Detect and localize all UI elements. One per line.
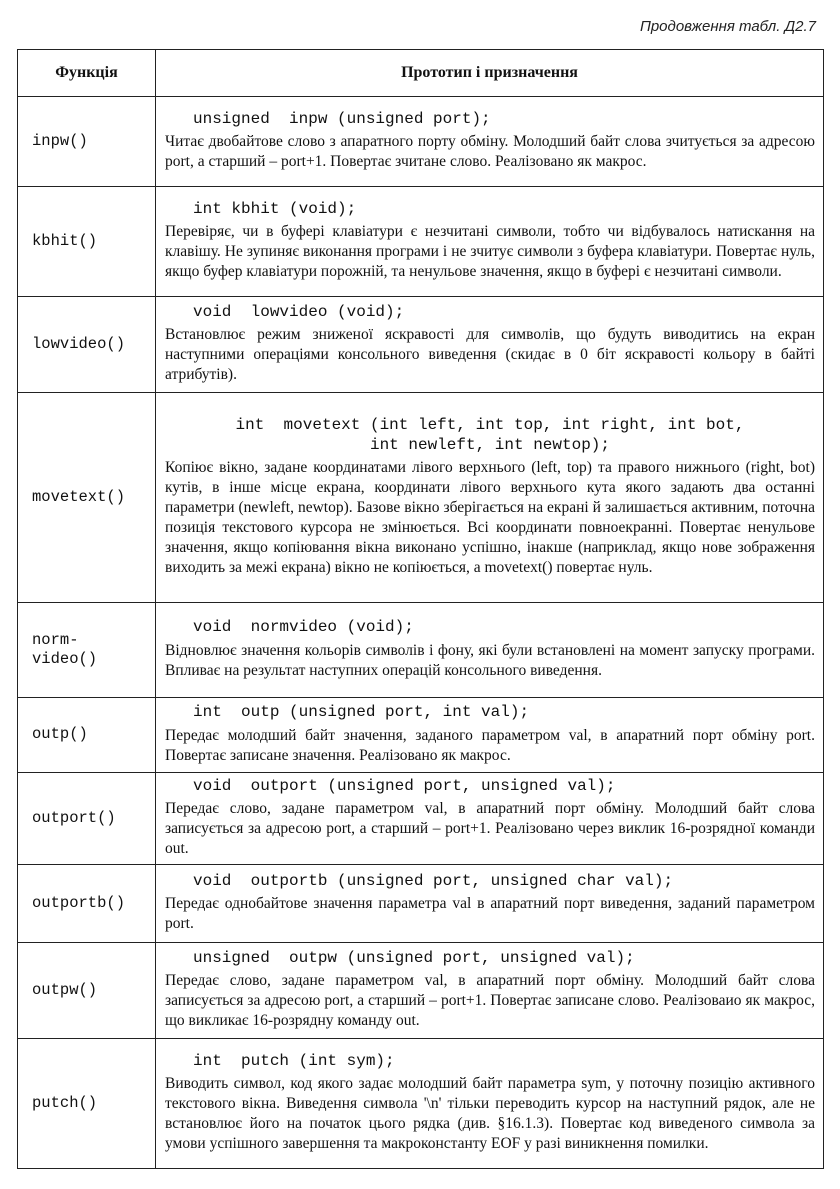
table-row: [18, 97, 824, 187]
function-description: Встановлює режим зниженої яскравості для символів, що будуть виводитись на екран наступними операціями консольного виведення (скидає в 0 біт яскравості кольору в байті атрибутів).: [165, 326, 815, 384]
function-name: movetext(): [18, 393, 156, 603]
function-description: Передає слово, задане параметром val, в апаратний порт обміну. Молодший байт слова записується за адресою port, а старший – port+1. Реалізовано через виклик 16-розрядної команди out.: [165, 800, 815, 858]
function-description-cell: [156, 297, 824, 393]
function-name: outpw(): [18, 943, 156, 1039]
function-name: putch(): [18, 1039, 156, 1169]
table-row: [18, 393, 824, 603]
function-description: Відновлює значення кольорів символів і фону, які були встановлені на момент запуску програми. Впливає на результат наступних операцій консольного виведення.: [165, 641, 815, 679]
function-prototype: void lowvideo (void);: [193, 302, 405, 321]
table-row: [18, 865, 824, 943]
function-name: norm- video(): [18, 603, 156, 698]
table-row: [18, 698, 824, 773]
function-description: Передає молодший байт значення, заданого параметром val, в апаратний порт обміну port. Повертає записане значення. Реалізовано як макрос.: [165, 726, 815, 764]
function-prototype: void outportb (unsigned port, unsigned char val);: [193, 872, 674, 891]
table-row: [18, 297, 824, 393]
header-prototype: Прототип і призначення: [156, 50, 824, 97]
table-header-row: [18, 50, 824, 97]
function-description-cell: [156, 393, 824, 603]
table-row: [18, 943, 824, 1039]
function-name: lowvideo(): [18, 297, 156, 393]
function-prototype: unsigned outpw (unsigned port, unsigned val);: [193, 949, 635, 968]
table-row: [18, 773, 824, 865]
function-name: outportb(): [18, 865, 156, 943]
function-prototype: int putch (int sym);: [193, 1052, 395, 1071]
function-prototype: int movetext (int left, int top, int right, int bot, int newleft, int newtop);: [235, 416, 745, 454]
function-name: inpw(): [18, 97, 156, 187]
function-description: Копіює вікно, задане координатами лівого верхнього (left, top) та правого нижнього (right, bot) кутів, в інше місце екрана, координати лівого верхнього кута якого задають два останні параметри (newleft, newtop). Базове вікно зберігається на екрані й залишається активним, поточна позиція текстового курсора не змінюється. Всі координати повноекранні. Повертає ненульове значення, якщо копіювання вікна виконано успішно, інакше (наприклад, якщо нове зображення виходить за межі екрана) вікно не копіюється, а movetext() повертає нуль.: [165, 458, 815, 576]
header-function: Функція: [18, 50, 156, 97]
function-prototype: unsigned inpw (unsigned port);: [193, 109, 491, 128]
function-description-cell: [156, 1039, 824, 1169]
function-description-cell: [156, 773, 824, 865]
function-description: Передає слово, задане параметром val, в апаратний порт обміну. Молодший байт слова записується за адресою port, а старший – port+1. Повертає записане слово. Реалізоваио як макрос, що викликає 16-розрядну команду out.: [165, 972, 815, 1030]
function-description-cell: [156, 187, 824, 297]
function-description: Передає однобайтове значення параметра val в апаратний порт виведення, заданий параметром port.: [165, 895, 815, 933]
function-name: outport(): [18, 773, 156, 865]
table-row: [18, 1039, 824, 1169]
function-prototype: int outp (unsigned port, int val);: [193, 703, 530, 722]
function-description: Читає двобайтове слово з апаратного порту обміну. Молодший байт слова зчитується за адресою port, а старший – port+1. Повертає зчитане слово. Реалізовано як макрос.: [165, 133, 815, 171]
functions-table: [17, 49, 824, 1169]
function-description: Виводить символ, код якого задає молодший байт параметра sym, у поточну позицію активного текстового вікна. Виведення символа '\n' тільки переводить курсор на наступний рядок, але не встановлює його на початок цього рядка (див. §16.1.3). Повертає код виведеного символа за умови успішного завершення та макроконстанту EOF у разі виникнення помилки.: [165, 1075, 815, 1153]
table-caption: Продовження табл. Д2.7: [639, 18, 816, 35]
table-row: [18, 187, 824, 297]
function-prototype: int kbhit (void);: [193, 199, 357, 218]
function-description-cell: [156, 865, 824, 943]
table-row: [18, 603, 824, 698]
function-description-cell: [156, 97, 824, 187]
function-description-cell: [156, 698, 824, 773]
function-description-cell: [156, 943, 824, 1039]
function-prototype: void normvideo (void);: [193, 618, 414, 637]
function-prototype: void outport (unsigned port, unsigned val);: [193, 777, 616, 795]
function-description: Перевіряє, чи в буфері клавіатури є незчитані символи, тобто чи відбувалось натискання на клавішу. Не зупиняє виконання програми і не зчитує символи з буфера клавіатури. Повертає нуль, якщо буфер клавіатури порожній, та ненульове значення, якщо в буфері є незчитані символи.: [165, 223, 815, 281]
function-name: outp(): [18, 698, 156, 773]
function-name: kbhit(): [18, 187, 156, 297]
function-description-cell: [156, 603, 824, 698]
